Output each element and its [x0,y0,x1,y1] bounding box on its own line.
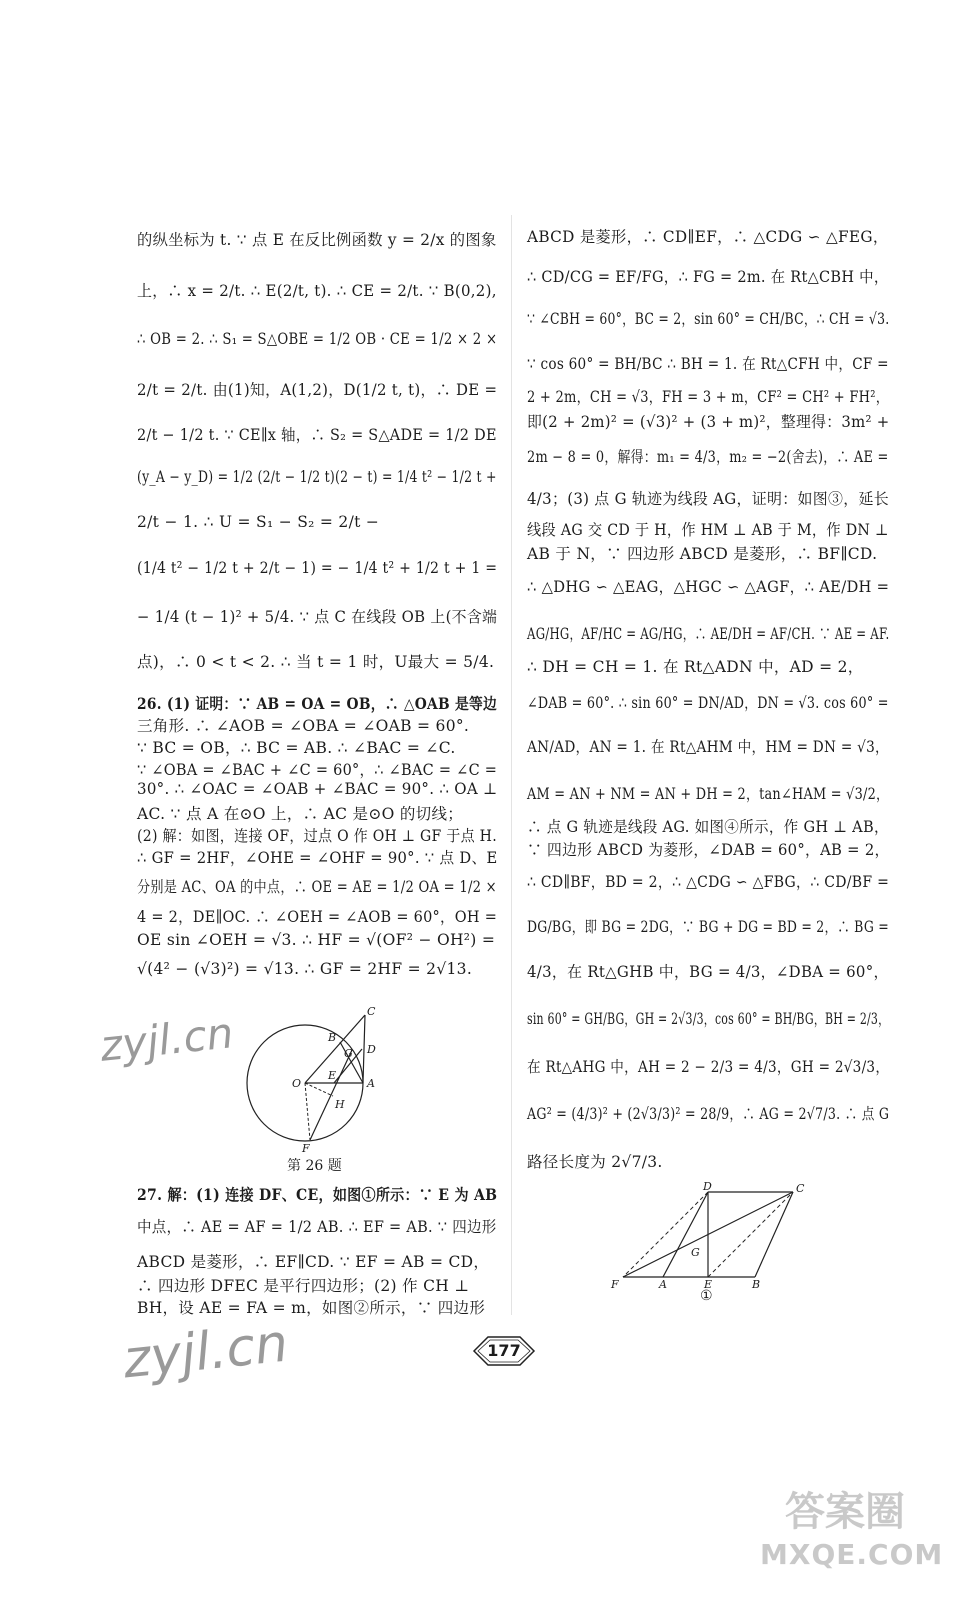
line-gf [310,1050,352,1140]
text-line: ∵ 四边形 ABCD 为菱形，∠DAB = 60°，AB = 2， [527,841,890,859]
text-line: 2/t − 1. ∴ U = S₁ − S₂ = 2/t − [137,513,380,531]
figure-27-caption: ① [700,1288,713,1304]
text-line: (1/4 t² − 1/2 t + 2/t − 1) = − 1/4 t² + 1/2 t + 1 = [137,559,498,577]
text-line: 2m − 8 = 0，解得：m₁ = 4/3，m₂ = −2(舍去)，∴ AE = [527,448,889,466]
figure-26 [240,1005,390,1155]
text-line: 4/3，在 Rt△GHB 中，BG = 4/3，∠DBA = 60°， [527,963,889,981]
watermark-logo-en: MXQE.COM [760,1538,944,1571]
text-line: OE sin ∠OEH = √3. ∴ HF = √(OF² − OH²) = [137,931,496,949]
text-line: 即(2 + 2m)² = (√3)² + (3 + m)²，整理得：3m² + [527,413,890,431]
text-line: sin 60° = GH/BG，GH = 2√3/3，cos 60° = BH/BG，BH = 2/3， [527,1010,890,1028]
problem-26-heading: 26. (1) 证明：∵ AB = OA = OB，∴ △OAB 是等边 [137,694,498,713]
label-c: C [796,1182,805,1195]
text-line: 2/t − 1/2 t. ∵ CE∥x 轴，∴ S₂ = S△ADE = 1/2 DE [137,426,497,444]
text-line: ∴ OB = 2. ∴ S₁ = S△OBE = 1/2 OB · CE = 1/2 × 2 × [137,330,498,348]
text-line: 上，∴ x = 2/t. ∴ E(2/t, t). ∴ CE = 2/t. ∵ B(0,2), [137,282,497,300]
column-divider [511,215,512,1315]
text-line: ABCD 是菱形，∴ CD∥EF，∴ △CDG ∽ △FEG， [527,228,889,246]
text-line: ∵ cos 60° = BH/BC ∴ BH = 1. 在 Rt△CFH 中，CF = [527,355,889,373]
text-line: 路径长度为 2√7/3. [527,1153,663,1171]
figure-27 [605,1180,815,1290]
text-line: ∴ 四边形 DFEC 是平行四边形；(2) 作 CH ⊥ [137,1277,470,1295]
text-line: ∴ DH = CH = 1. 在 Rt△ADN 中，AD = 2， [527,658,864,676]
text-line: 在 Rt△AHG 中，AH = 2 − 2/3 = 4/3，GH = 2√3/3， [527,1058,890,1076]
watermark-zyjl-1: zyjl.cn [97,1008,236,1071]
text-line: (y_A − y_D) = 1/2 (2/t − 1/2 t)(2 − t) = 1/4 t² − 1/2 t + [137,468,497,486]
label-h: H [335,1098,345,1111]
text-line: ∵ ∠CBH = 60°，BC = 2，sin 60° = CH/BC，∴ CH = √3. [527,310,890,328]
text-line: AG² = (4/3)² + (2√3/3)² = 28/9，∴ AG = 2√7/3. ∴ 点 G [527,1105,890,1123]
text-line: ∴ GF = 2HF，∠OHE = ∠OHF = 90°. ∵ 点 D、E [137,849,498,867]
text-line: ∵ ∠OBA = ∠BAC + ∠C = 60°，∴ ∠BAC = ∠C = [137,761,498,779]
figure-26-caption: 第 26 题 [287,1158,342,1174]
text-line: AC. ∵ 点 A 在⊙O 上，∴ AC 是⊙O 的切线； [137,805,464,823]
text-line: ∴ 点 G 轨迹是线段 AG. 如图④所示，作 GH ⊥ AB， [527,818,889,836]
label-g: G [691,1246,700,1259]
text-line: BH，设 AE = FA = m，如图②所示，∵ 四边形 [137,1299,486,1317]
text-line: ∴ △DHG ∽ △EAG，△HGC ∽ △AGF，∴ AE/DH = [527,578,890,596]
label-c: C [367,1005,376,1018]
label-a: A [659,1278,667,1290]
label-b: B [328,1031,337,1044]
text-line: 分别是 AC、OA 的中点，∴ OE = AE = 1/2 OA = 1/2 × [137,878,497,896]
line-oh [305,1083,333,1096]
text-line: AB 于 N，∵ 四边形 ABCD 是菱形，∴ BF∥CD. [527,545,878,563]
label-d: D [703,1180,712,1193]
label-o: O [292,1077,302,1090]
text-line: 30°. ∴ ∠OAC = ∠OAB + ∠BAC = 90°. ∴ OA ⊥ [137,780,498,798]
text-line: 2 + 2m，CH = √3，FH = 3 + m，CF² = CH² + FH²， [527,388,889,406]
text-line: − 1/4 (t − 1)² + 5/4. ∵ 点 C 在线段 OB 上(不含端 [137,608,498,626]
text-line: 三角形. ∴ ∠AOB = ∠OBA = ∠OAB = 60°. [137,717,470,735]
label-d: D [367,1043,376,1056]
page-number: 177 [487,1341,521,1360]
text-line: 4/3；(3) 点 G 轨迹为线段 AG，证明：如图③，延长 [527,490,889,508]
text-line: (2) 解：如图，连接 OF，过点 O 作 OH ⊥ GF 于点 H. [137,827,497,845]
text-line: ∵ BC = OB，∴ BC = AB. ∴ ∠BAC = ∠C. [137,739,456,757]
text-line: 中点，∴ AE = AF = 1/2 AB. ∴ EF = AB. ∵ 四边形 [137,1218,497,1236]
text-line: AM = AN + NM = AN + DH = 2，tan∠HAM = √3/2， [527,785,890,803]
text-line: AG/HG，AF/HC = AG/HG，∴ AE/DH = AF/CH. ∵ AE = AF. [527,625,890,643]
watermark-zyjl-2: zyjl.cn [120,1313,291,1391]
text-line: √(4² − (√3)²) = √13. ∴ GF = 2HF = 2√13. [137,960,473,978]
line-df [623,1192,708,1277]
text-line: 4 = 2，DE∥OC. ∴ ∠OEH = ∠AOB = 60°，OH = [137,908,498,926]
text-line: 2/t = 2/t. 由(1)知，A(1,2)，D(1/2 t, t)，∴ DE = [137,381,498,399]
line-ec [708,1192,793,1277]
page-number-badge [470,1332,538,1370]
text-line: 线段 AG 交 CD 于 H，作 HM ⊥ AB 于 M，作 DN ⊥ [527,521,889,539]
line-ad [663,1192,708,1277]
label-e: E [704,1278,713,1290]
line-bc [755,1192,793,1277]
text-line: ABCD 是菱形，∴ EF∥CD. ∵ EF = AB = CD， [137,1253,490,1271]
line-ca [363,1015,365,1083]
text-line: ∠DAB = 60°. ∴ sin 60° = DN/AD，DN = √3. cos 60° = [527,694,889,712]
text-line: ∴ CD/CG = EF/FG，∴ FG = 2m. 在 Rt△CBH 中， [527,268,889,286]
text-line: DG/BG，即 BG = 2DG，∵ BG + DG = BD = 2，∴ BG = [527,918,889,936]
text-line: 的纵坐标为 t. ∵ 点 E 在反比例函数 y = 2/x 的图象 [137,231,497,249]
text-line: ∴ CD∥BF，BD = 2，∴ △CDG ∽ △FBG，∴ CD/BF = [527,873,890,891]
label-b: B [752,1278,761,1290]
problem-27-heading: 27. 解：(1) 连接 DF、CE，如图①所示：∵ E 为 AB [137,1185,498,1204]
label-a: A [367,1077,375,1090]
label-g: G [344,1047,353,1060]
label-f: F [611,1278,619,1290]
line-of [305,1083,310,1140]
text-line: 点)，∴ 0 < t < 2. ∴ 当 t = 1 时，U最大 = 5/4. [137,653,495,671]
label-f: F [302,1142,310,1155]
watermark-logo-cn: 答案圈 [785,1489,905,1535]
text-line: AN/AD，AN = 1. 在 Rt△AHM 中，HM = DN = √3， [527,738,889,756]
label-e: E [328,1069,337,1082]
